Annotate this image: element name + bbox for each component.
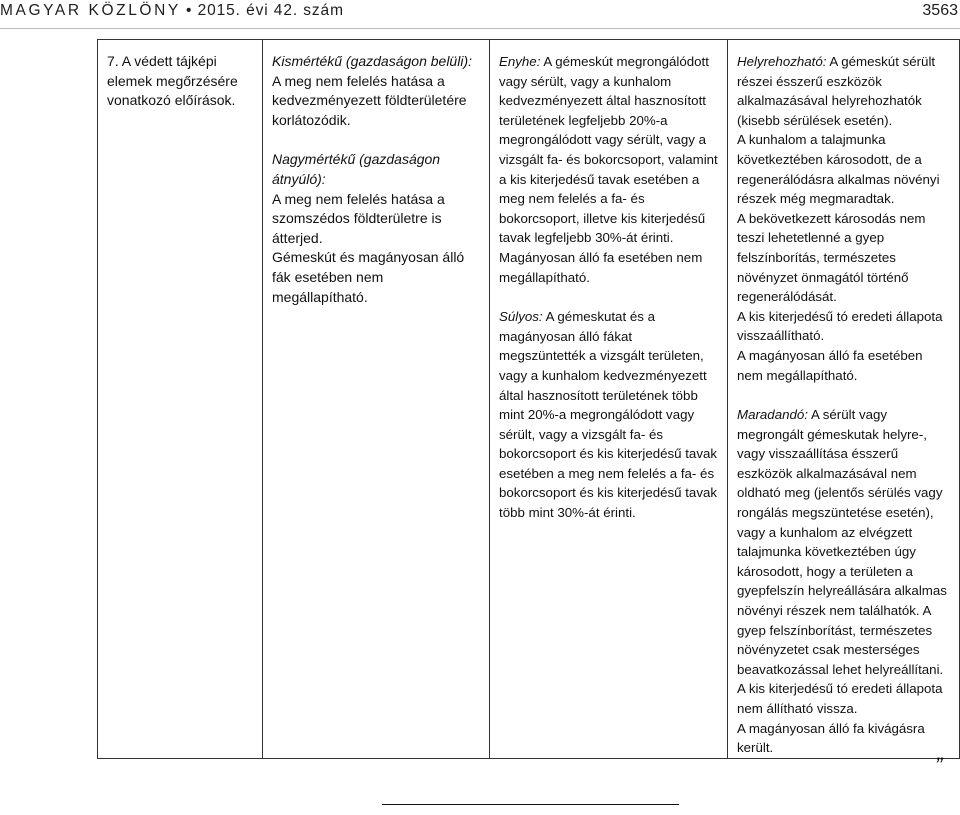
duration-permanent-label: Maradandó:	[737, 407, 808, 423]
extent-major-text: A meg nem felelés hatása a szomszédos földterületre is átterjed.	[272, 190, 445, 246]
spacer	[272, 130, 482, 150]
severity-light	[499, 52, 720, 248]
extent-minor	[272, 52, 482, 130]
issue-label: 2015. évi 42. szám	[197, 2, 344, 19]
regulation-table	[97, 39, 960, 759]
severity-heavy-label: Súlyos:	[499, 309, 543, 325]
duration-repairable	[737, 52, 952, 130]
extent-major	[272, 150, 482, 248]
duration-permanent-text: A sérült vagy megrongált gémeskutak helyre-, vagy visszaállítása ésszerű eszközök alkalmazásával nem oldható meg (jelentős sérülés vagy rongálás megszüntetése esetén), vagy a kunhalom az elvégzett talajmunka következtében úgy károsodott, hogy a területen a gyepfelszín helyreállására alkalmas növényi részek nem találhatók. A gyep felszínborítást, természetes növényzetet csak mesterséges beavatkozással lehet helyreállítani.	[737, 407, 947, 677]
severity-cell	[490, 40, 728, 759]
header-bullet: •	[186, 2, 193, 19]
header-rule	[0, 28, 960, 29]
header-left	[0, 2, 344, 20]
requirement-text: 7. A védett tájképi elemek megőrzésére vonatkozó előírások.	[107, 53, 238, 109]
requirement-cell	[98, 40, 263, 759]
duration-text-3: A bekövetkezett károsodás nem teszi lehetetlenné a gyep felszínborítás, természetes növényzet önmagától történő regenerálódását.	[737, 210, 926, 305]
duration-text-5: A magányosan álló fa esetében nem megállapítható.	[737, 347, 923, 383]
severity-light-text: A gémeskút megrongálódott vagy sérült, vagy a kunhalom kedvezményezett által hasznosított területének legfeljebb 20%-a megrongálódott vagy sérült, vagy a vizsgált fa- és bokorcsoport, valamint a kis kiterjedésű tavak esetében a meg nem felelés a fa- és bokorcsoport, illetve kis kiterjedésű tavak legfeljebb 30%-át érinti.	[499, 54, 718, 246]
duration-text-7: A kis kiterjedésű tó eredeti állapota nem állítható vissza.	[737, 681, 943, 716]
severity-light-note: Magányosan álló fa esetében nem megállapítható.	[499, 249, 703, 285]
duration-text-4: A kis kiterjedésű tó eredeti állapota visszaállítható.	[737, 308, 943, 344]
footer-rule	[382, 804, 679, 805]
closing-quote: ”	[935, 753, 943, 778]
extent-minor-label: Kismértékű (gazdaságon belüli):	[272, 53, 472, 69]
severity-heavy-text: A gémeskutat és a magányosan álló fákat megszüntették a vizsgált területen, vagy a kunhalom kedvezményezett által hasznosított területének több mint 20%-a megrongálódott vagy sérült, vagy a vizsgált fa- és bokorcsoport és kis kiterjedésű tavak esetében a meg nem felelés a fa- és bokorcsoport és kis kiterjedésű tavak több mint 30%-át érinti.	[499, 309, 718, 521]
spacer	[737, 385, 952, 405]
duration-repairable-text: A gémeskút sérült részei ésszerű eszközök alkalmazásával helyrehozhatók (kisebb sérülések esetén).	[737, 54, 936, 128]
page-number: 3563	[922, 2, 958, 19]
extent-note: Gémeskút és magányosan álló fák esetében nem megállapítható.	[272, 249, 465, 305]
extent-cell	[263, 40, 490, 759]
duration-text-2: A kunhalom a talajmunka következtében károsodott, de a regenerálódásra alkalmas növényi részek még megmaradtak.	[737, 132, 940, 207]
publication-name: MAGYAR KÖZLÖNY	[0, 2, 181, 19]
page-header	[0, 0, 960, 30]
severity-heavy	[499, 307, 720, 523]
spacer	[499, 287, 720, 307]
extent-minor-text: A meg nem felelés hatása a kedvezményezett földterületére korlátozódik.	[272, 72, 467, 128]
table-row	[98, 40, 960, 759]
extent-major-label: Nagymértékű (gazdaságon átnyúló):	[272, 151, 441, 187]
duration-repairable-label: Helyrehozható:	[737, 54, 827, 69]
severity-light-label: Enyhe:	[499, 54, 541, 69]
duration-cell	[728, 40, 960, 759]
duration-permanent	[737, 405, 952, 679]
duration-text-8: A magányosan álló fa kivágásra került.	[737, 720, 925, 756]
